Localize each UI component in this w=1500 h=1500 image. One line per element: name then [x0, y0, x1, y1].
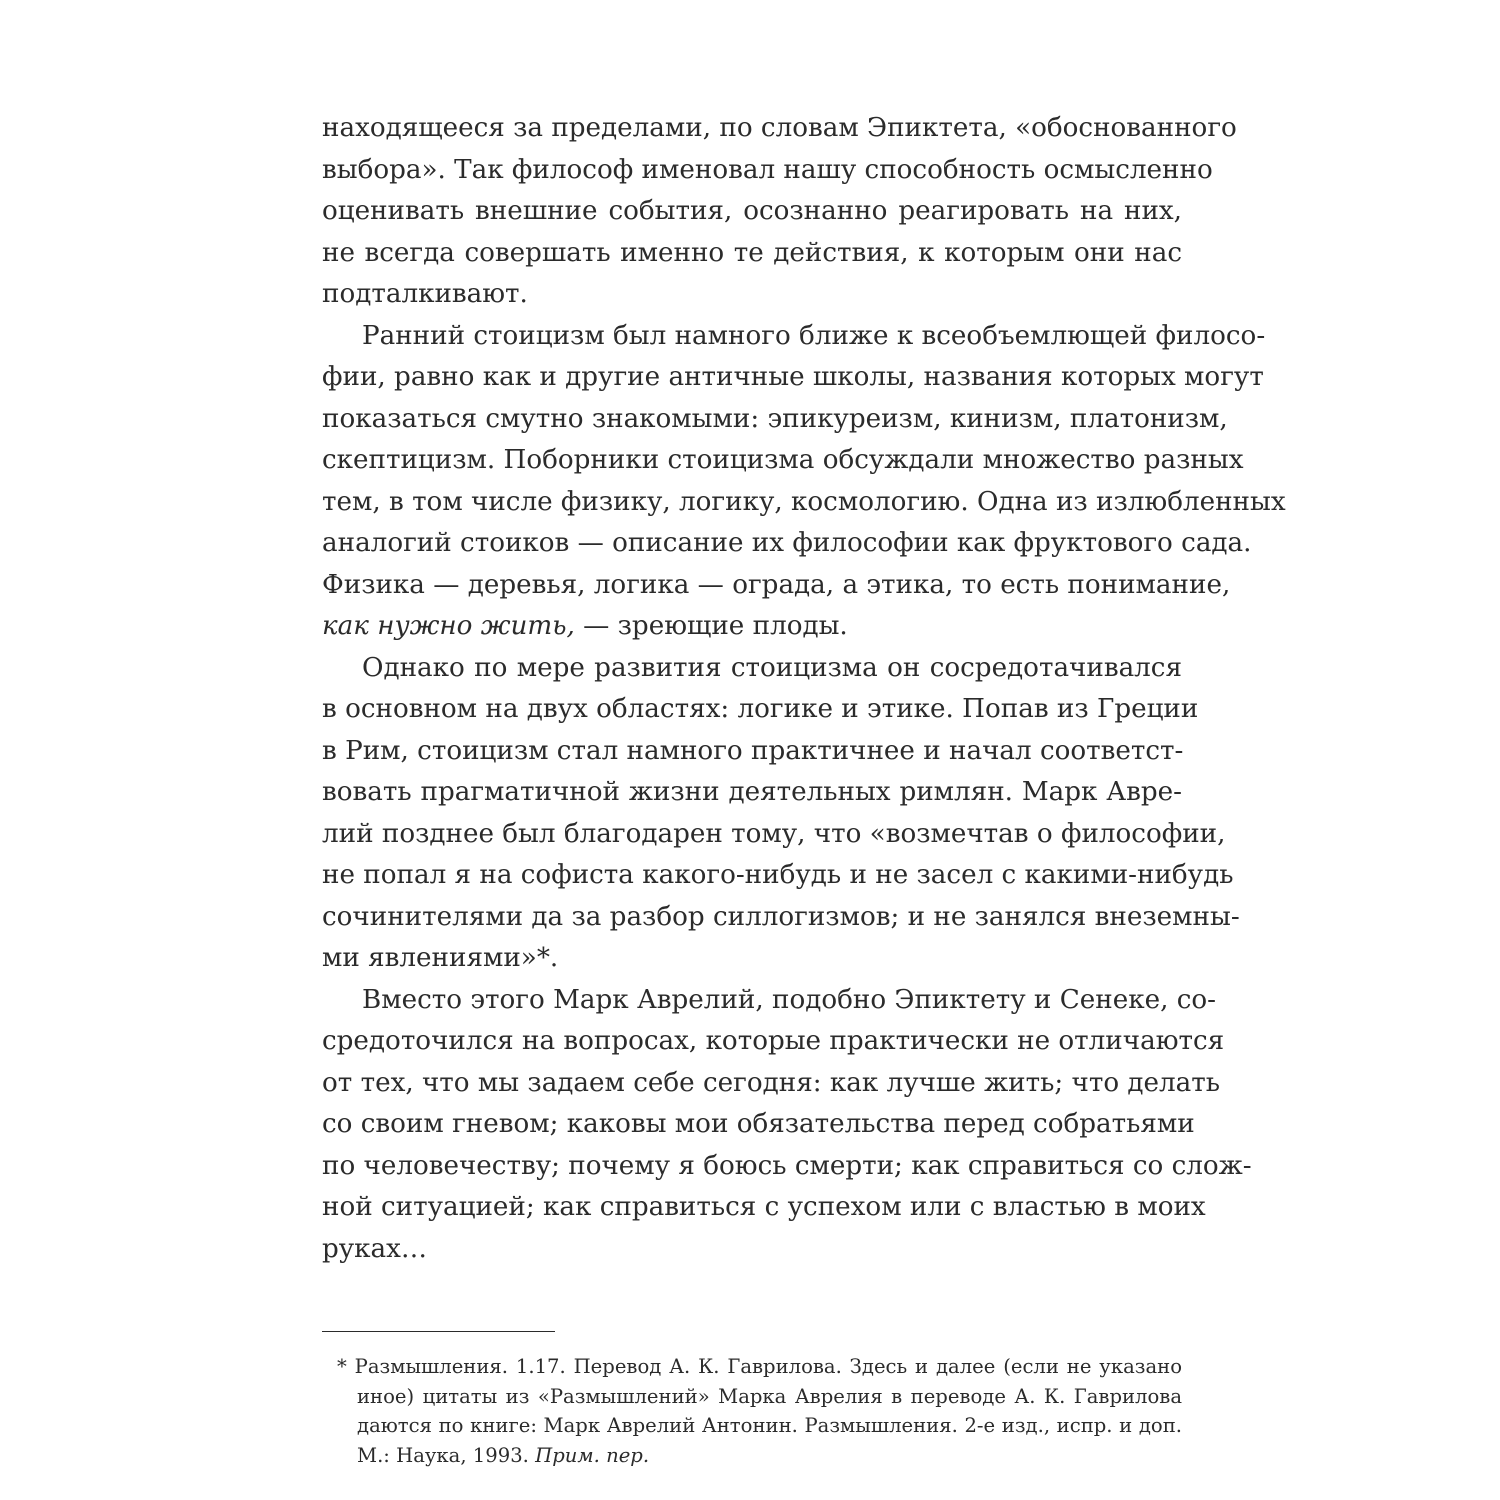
text-line: Физика — деревья, логика — ограда, а этика, то есть понимание, [322, 569, 1231, 600]
paragraph-3 [322, 648, 1240, 980]
text-line: от тех, что мы задаем себе сегодня: как лучше жить; что делать [322, 1067, 1221, 1098]
paragraph-4 [322, 980, 1252, 1271]
text-line: ми явлениями»*. [322, 943, 559, 973]
text-line: Ранний стоицизм был намного ближе к всеобъемлющей филосо- [362, 320, 1266, 351]
text-line: лий позднее был благодарен тому, что «возмечтав о философии, [322, 818, 1226, 849]
footnote-line [357, 1441, 1182, 1471]
text-line: Однако по мере развития стоицизма он сосредотачивался [362, 652, 1182, 683]
text-line: в Рим, стоицизм стал намного практичнее и начал соответст- [322, 735, 1184, 766]
text-line: со своим гневом; каковы мои обязательства перед собратьями [322, 1109, 1195, 1139]
text-line: не попал я на софиста какого-нибудь и не засел с какими-нибудь [322, 860, 1234, 890]
footnote-text: М.: Наука, 1993. [357, 1443, 536, 1467]
paragraph-2 [322, 316, 1286, 648]
footnote-line: иное) цитаты из «Размышлений» Марка Аврелия в переводе А. К. Гаврилова [357, 1384, 1182, 1408]
footnote-line: * Размышления. 1.17. Перевод А. К. Гаврилова. Здесь и далее (если не указано [337, 1355, 1182, 1378]
italic-phrase: как нужно жить, [322, 611, 575, 641]
text-line: Вместо этого Марк Аврелий, подобно Эпиктету и Сенеке, со- [362, 984, 1216, 1015]
footnote-line: даются по книге: Марк Аврелий Антонин. Размышления. 2-е изд., испр. и доп. [357, 1414, 1182, 1437]
footnote-divider [322, 1331, 555, 1332]
text-line-rest: — зреющие плоды. [574, 611, 848, 641]
text-line: аналогий стоиков — описание их философии как фруктового сада. [322, 528, 1252, 558]
text-line: подталкивают. [322, 279, 528, 309]
text-line: не всегда совершать именно те действия, к которым они нас [322, 237, 1182, 268]
text-line: находящееся за пределами, по словам Эпиктета, «обоснованного [322, 113, 1237, 143]
book-page-body [322, 108, 1286, 1270]
text-line: тем, в том числе физику, логику, космологию. Одна из излюбленных [322, 486, 1286, 517]
text-line: по человечеству; почему я боюсь смерти; как справиться со слож- [322, 1150, 1252, 1181]
paragraph-1 [322, 108, 1237, 316]
text-line [322, 606, 1182, 648]
text-line: оценивать внешние события, осознанно реагировать на них, [322, 196, 1182, 226]
text-line: сочинителями да за разбор силлогизмов; и не занялся внеземны- [322, 901, 1240, 932]
text-line: в основном на двух областях: логике и этике. Попав из Греции [322, 694, 1199, 724]
translator-note: Прим. пер. [535, 1443, 650, 1467]
text-line: скептицизм. Поборники стоицизма обсуждали множество разных [322, 445, 1244, 475]
text-line: показаться смутно знакомыми: эпикуреизм, кинизм, платонизм, [322, 403, 1228, 434]
text-line: выбора». Так философ именовал нашу способность осмысленно [322, 154, 1213, 185]
footnote [337, 1352, 1182, 1470]
text-line: фии, равно как и другие античные школы, названия которых могут [322, 362, 1264, 392]
text-line: руках… [322, 1233, 428, 1264]
text-line: средоточился на вопросах, которые практически не отличаются [322, 1026, 1225, 1056]
text-line: ной ситуацией; как справиться с успехом или с властью в моих [322, 1192, 1206, 1222]
text-line: вовать прагматичной жизни деятельных римлян. Марк Авре- [322, 777, 1182, 807]
